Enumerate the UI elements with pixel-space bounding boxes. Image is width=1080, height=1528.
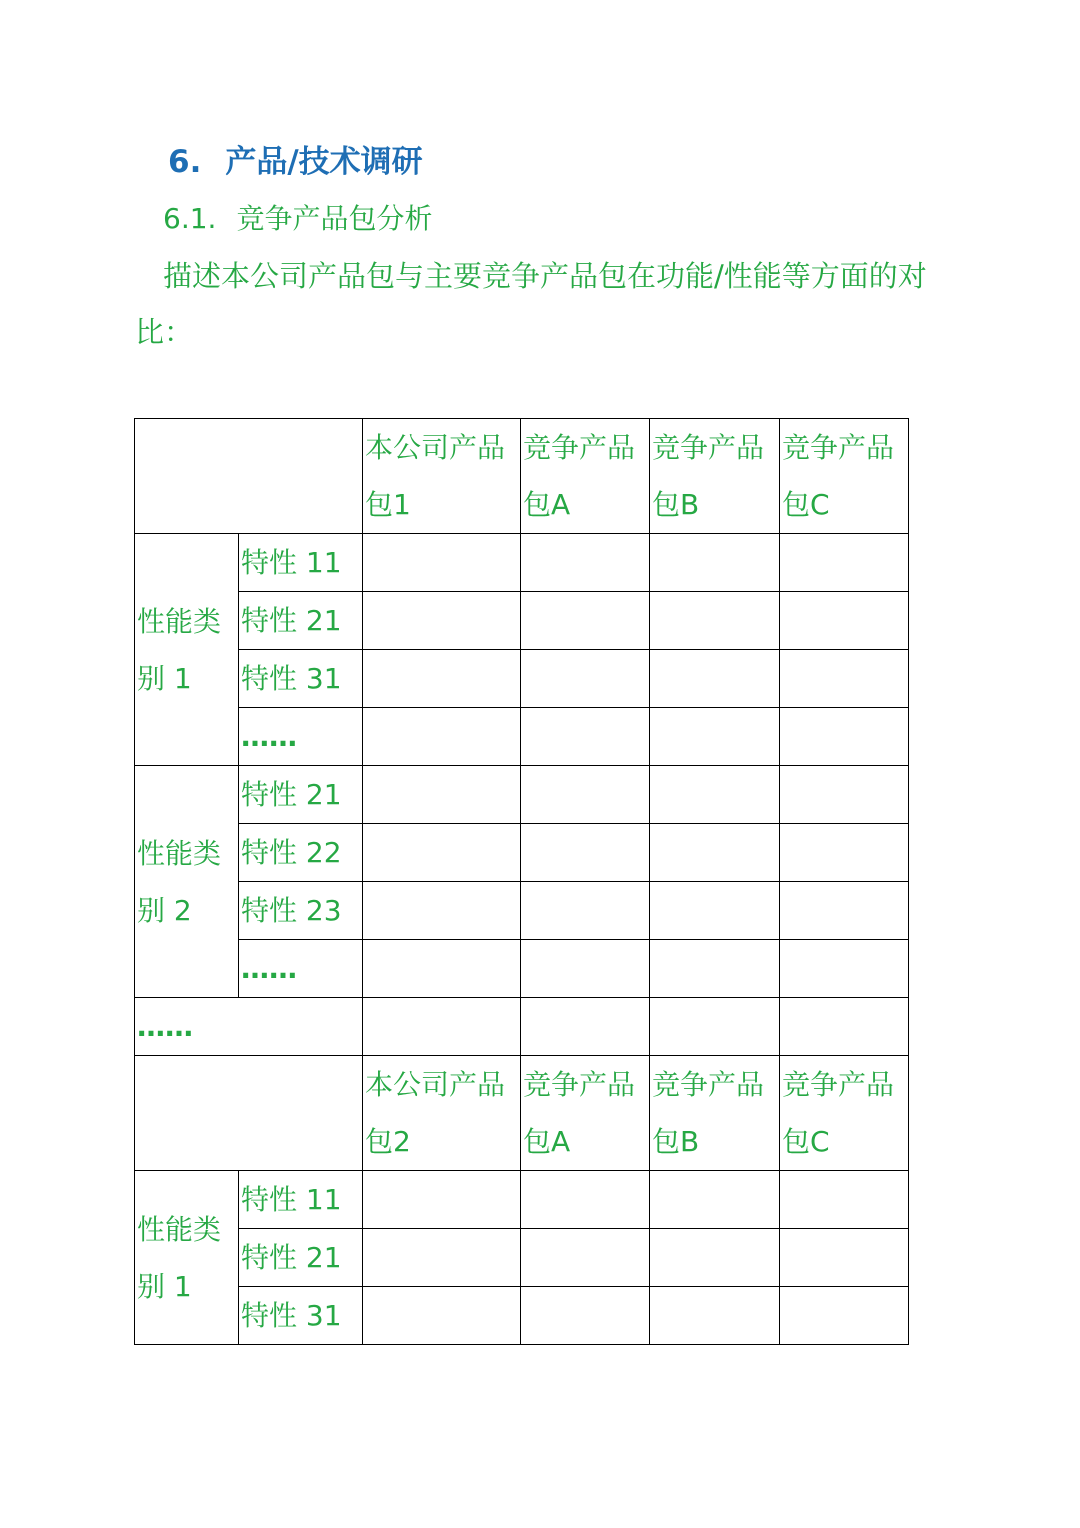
- value-cell: [650, 824, 780, 882]
- header-corner-cell: [135, 419, 363, 534]
- feature-cell-ellipsis: ……: [239, 708, 363, 766]
- value-cell: [780, 1171, 909, 1229]
- value-cell: [363, 1229, 521, 1287]
- value-cell: [521, 766, 650, 824]
- value-cell: [780, 998, 909, 1056]
- value-cell: [650, 650, 780, 708]
- value-cell: [521, 1171, 650, 1229]
- value-cell: [780, 534, 909, 592]
- table-row: [135, 766, 909, 824]
- value-cell: [780, 824, 909, 882]
- value-cell: [780, 708, 909, 766]
- value-cell: [521, 592, 650, 650]
- feature-cell: 特性 21: [239, 1229, 363, 1287]
- table-row: [135, 1171, 909, 1229]
- value-cell: [650, 1171, 780, 1229]
- comparison-table: [134, 418, 909, 1345]
- value-cell: [780, 592, 909, 650]
- value-cell: [650, 1229, 780, 1287]
- header-corner-cell: [135, 1056, 363, 1171]
- feature-cell: 特性 22: [239, 824, 363, 882]
- value-cell: [363, 592, 521, 650]
- feature-cell: 特性 21: [239, 766, 363, 824]
- value-cell: [521, 1229, 650, 1287]
- value-cell: [521, 940, 650, 998]
- category-cell: 性能类别 1: [135, 1171, 239, 1345]
- intro-paragraph: 描述本公司产品包与主要竞争产品包在功能/性能等方面的对比：: [135, 259, 927, 349]
- more-categories-ellipsis: ……: [135, 998, 363, 1056]
- value-cell: [363, 998, 521, 1056]
- value-cell: [363, 708, 521, 766]
- category-cell: 性能类别 1: [135, 534, 239, 766]
- feature-cell-ellipsis: ……: [239, 940, 363, 998]
- value-cell: [363, 940, 521, 998]
- value-cell: [650, 940, 780, 998]
- feature-cell: 特性 11: [239, 534, 363, 592]
- value-cell: [650, 998, 780, 1056]
- value-cell: [363, 766, 521, 824]
- header-cell-own-product: 本公司产品包2: [363, 1056, 521, 1171]
- table-row: [135, 882, 909, 940]
- value-cell: [363, 882, 521, 940]
- feature-cell: 特性 31: [239, 650, 363, 708]
- value-cell: [780, 940, 909, 998]
- section-number: 6.: [168, 144, 202, 180]
- table-row: [135, 824, 909, 882]
- value-cell: [650, 1287, 780, 1345]
- value-cell: [650, 534, 780, 592]
- value-cell: [521, 708, 650, 766]
- subsection-title: 竞争产品包分析: [236, 202, 433, 235]
- feature-cell: 特性 23: [239, 882, 363, 940]
- table-row: [135, 534, 909, 592]
- table-row: [135, 650, 909, 708]
- table-row: [135, 1229, 909, 1287]
- value-cell: [650, 882, 780, 940]
- header-cell-competitor-a: 竞争产品包A: [521, 1056, 650, 1171]
- header-cell-own-product: 本公司产品包1: [363, 419, 521, 534]
- feature-cell: 特性 21: [239, 592, 363, 650]
- table-row: [135, 1287, 909, 1345]
- header-cell-competitor-c: 竞争产品包C: [780, 1056, 909, 1171]
- subsection-number: 6.1.: [163, 202, 217, 235]
- value-cell: [521, 824, 650, 882]
- header-cell-competitor-b: 竞争产品包B: [650, 1056, 780, 1171]
- header-cell-competitor-c: 竞争产品包C: [780, 419, 909, 534]
- category-cell: 性能类别 2: [135, 766, 239, 998]
- feature-cell: 特性 11: [239, 1171, 363, 1229]
- value-cell: [363, 534, 521, 592]
- value-cell: [363, 1287, 521, 1345]
- header-cell-competitor-a: 竞争产品包A: [521, 419, 650, 534]
- table-row: [135, 708, 909, 766]
- value-cell: [521, 650, 650, 708]
- table-row: [135, 592, 909, 650]
- value-cell: [521, 534, 650, 592]
- value-cell: [780, 650, 909, 708]
- value-cell: [780, 882, 909, 940]
- table-row-more: [135, 998, 909, 1056]
- subsection-heading: [163, 199, 432, 239]
- value-cell: [650, 708, 780, 766]
- value-cell: [780, 766, 909, 824]
- value-cell: [363, 1171, 521, 1229]
- value-cell: [780, 1229, 909, 1287]
- header-cell-competitor-b: 竞争产品包B: [650, 419, 780, 534]
- value-cell: [521, 998, 650, 1056]
- value-cell: [780, 1287, 909, 1345]
- table-header-row: [135, 1056, 909, 1171]
- value-cell: [650, 592, 780, 650]
- value-cell: [521, 1287, 650, 1345]
- section-heading: [168, 142, 423, 182]
- value-cell: [363, 650, 521, 708]
- value-cell: [363, 824, 521, 882]
- value-cell: [521, 882, 650, 940]
- section-title: 产品/技术调研: [225, 144, 423, 180]
- feature-cell: 特性 31: [239, 1287, 363, 1345]
- value-cell: [650, 766, 780, 824]
- table-header-row: [135, 419, 909, 534]
- table-row: [135, 940, 909, 998]
